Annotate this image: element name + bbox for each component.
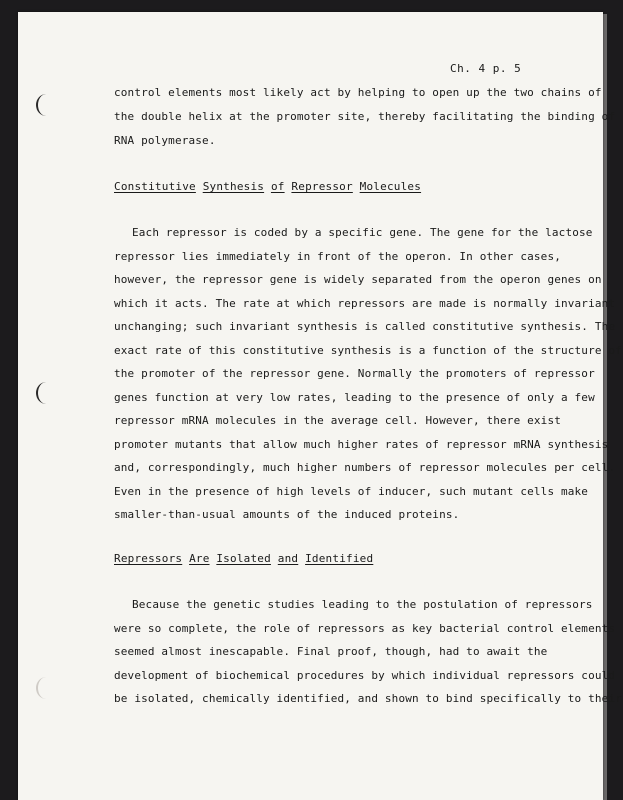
paragraph-line: which it acts. The rate at which repressors are made is normally invariant: [114, 297, 616, 310]
heading-word: Repressors: [114, 552, 183, 565]
paragraph-line: control elements most likely act by helping to open up the two chains of: [114, 86, 602, 99]
heading-word: Are: [189, 552, 210, 565]
paragraph-line: Each repressor is coded by a specific gene. The gene for the lactose: [132, 226, 593, 239]
heading-word: Isolated: [216, 552, 271, 565]
paragraph-line: be isolated, chemically identified, and shown to bind specifically to their: [114, 692, 622, 705]
paragraph-line: the promoter of the repressor gene. Normally the promoters of repressor: [114, 367, 595, 380]
heading-word: Synthesis: [202, 180, 265, 193]
paragraph-line: RNA polymerase.: [114, 134, 216, 147]
paragraph-line: however, the repressor gene is widely separated from the operon genes on: [114, 273, 602, 286]
page-number: Ch. 4 p. 5: [450, 62, 522, 75]
page-edge: [603, 14, 607, 800]
paragraph-line: development of biochemical procedures by which individual repressors could: [114, 669, 616, 682]
paragraph-line: Even in the presence of high levels of inducer, such mutant cells make: [114, 485, 589, 498]
heading-word: Repressor: [291, 180, 353, 193]
paragraph-line: seemed almost inescapable. Final proof, though, had to await the: [114, 645, 548, 658]
paragraph-line: smaller-than-usual amounts of the induced proteins.: [114, 508, 460, 521]
punch-hole-bottom: [36, 677, 56, 699]
punch-hole-middle: [36, 382, 56, 404]
heading-word: Constitutive: [114, 180, 196, 193]
section-heading-constitutive-synthesis: [114, 180, 421, 193]
paragraph-line: exact rate of this constitutive synthesis is a function of the structure of: [114, 344, 622, 357]
paragraph-line: genes function at very low rates, leading to the presence of only a few: [114, 391, 595, 404]
paragraph-line: were so complete, the role of repressors as key bacterial control elements: [114, 622, 616, 635]
heading-word: of: [270, 180, 285, 193]
heading-word: Identified: [305, 552, 374, 565]
document-page: [18, 12, 622, 800]
paragraph-line: unchanging; such invariant synthesis is called constitutive synthesis. The: [114, 320, 616, 333]
paragraph-line: Because the genetic studies leading to the postulation of repressors: [132, 598, 593, 611]
paragraph-line: repressor lies immediately in front of the operon. In other cases,: [114, 250, 561, 263]
heading-word: Molecules: [359, 180, 422, 193]
paragraph-line: promoter mutants that allow much higher rates of repressor mRNA synthesis: [114, 438, 609, 451]
paragraph-line: the double helix at the promoter site, thereby facilitating the binding of: [114, 110, 616, 123]
punch-hole-top: [36, 94, 56, 116]
paragraph-line: repressor mRNA molecules in the average cell. However, there exist: [114, 414, 561, 427]
paragraph-line: and, correspondingly, much higher numbers of repressor molecules per cell.: [114, 461, 616, 474]
section-heading-repressors-isolated: [114, 552, 373, 565]
heading-word: and: [277, 552, 299, 565]
